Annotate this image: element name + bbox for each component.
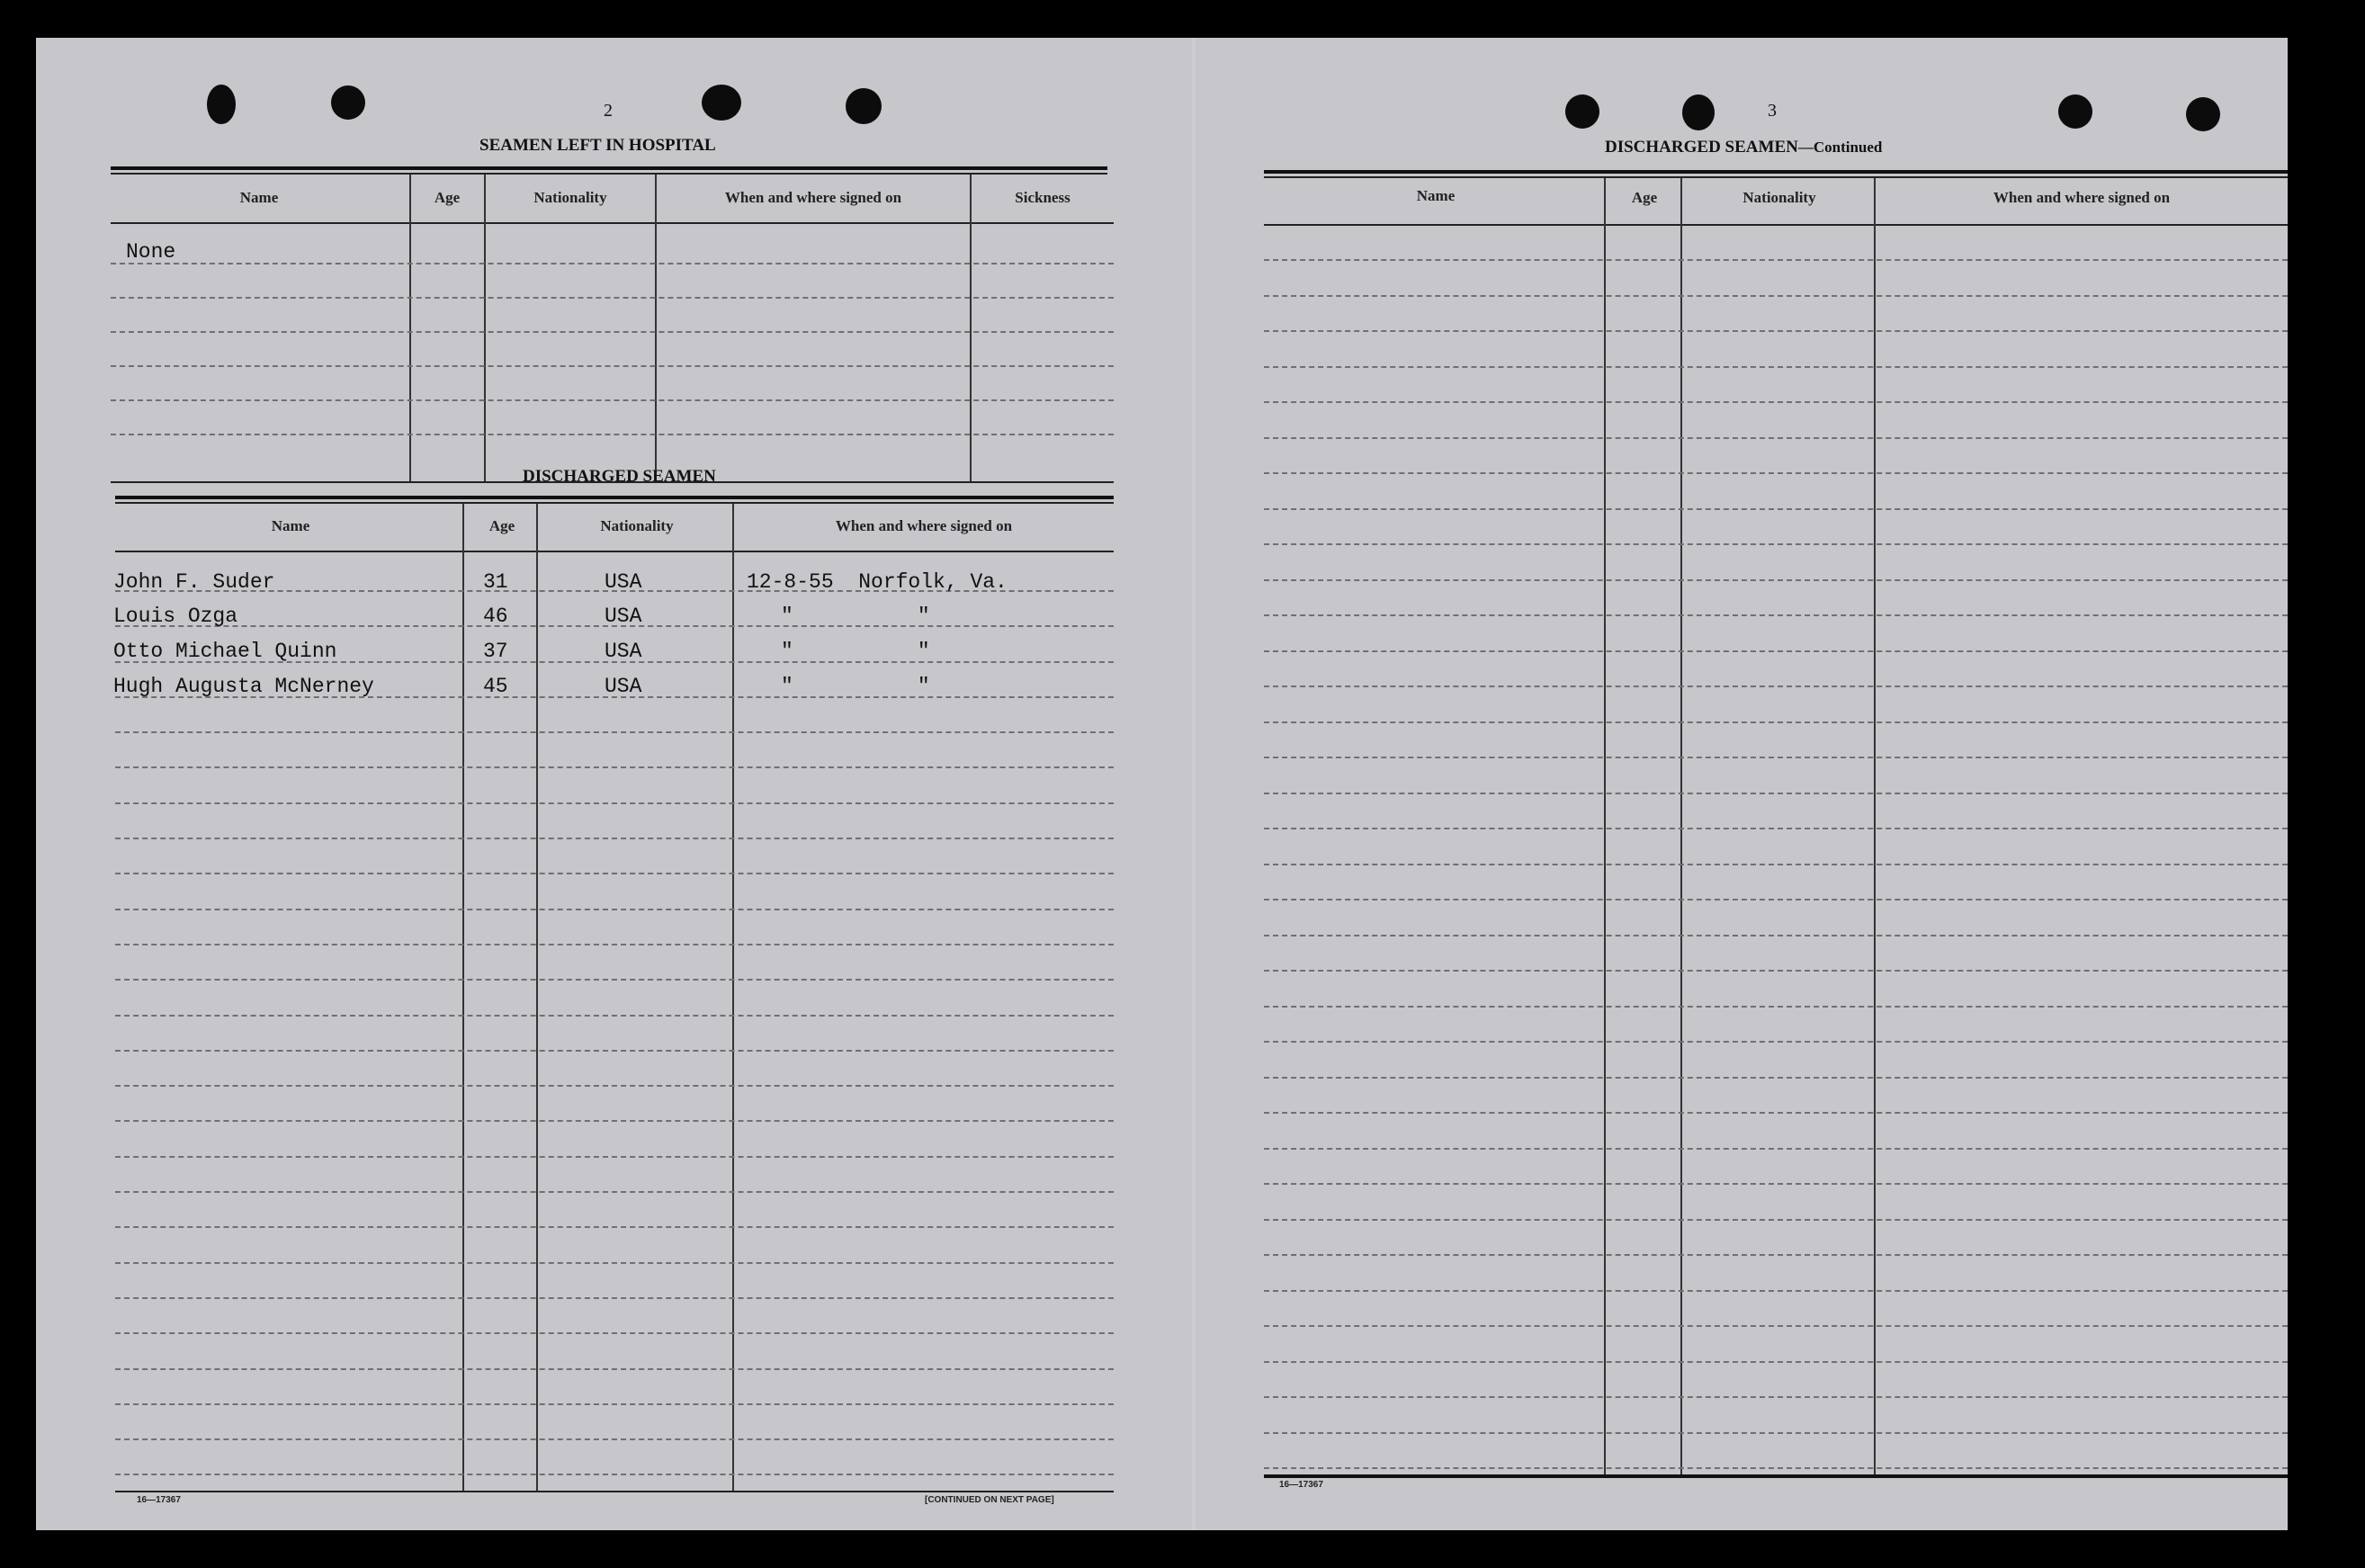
table-row-rule	[1264, 1041, 2288, 1043]
hospital-section-title: SEAMEN LEFT IN HOSPITAL	[479, 136, 716, 155]
hospital-col-signed-on: When and where signed on	[724, 189, 902, 206]
hospital-row-rule	[111, 434, 1114, 435]
table-row-rule	[115, 1191, 1114, 1193]
hospital-col-age: Age	[434, 189, 461, 206]
table-row-rule	[1264, 1361, 2288, 1363]
discharged-continued-title-suffix: —Continued	[1797, 139, 1883, 156]
punch-hole	[846, 88, 882, 124]
discharged-col-signed-on: When and where signed on	[835, 517, 1013, 534]
table-row-rule	[1264, 650, 2288, 652]
hospital-row-rule	[111, 331, 1114, 333]
table-row-rule	[115, 802, 1114, 804]
table-row-rule	[1264, 579, 2288, 581]
punch-hole	[331, 85, 365, 120]
seaman-name: Hugh Augusta McNerney	[113, 675, 374, 698]
table-row-rule	[1264, 899, 2288, 900]
discharged-continued-title	[1605, 138, 1882, 157]
table-row-rule	[115, 1438, 1114, 1440]
hospital-col-divider	[970, 175, 972, 482]
seaman-age: 46	[483, 605, 508, 628]
continued-table-top-rule	[1264, 170, 2288, 174]
hospital-entry-name: None	[126, 240, 176, 264]
table-row-rule	[1264, 1219, 2288, 1221]
hospital-col-divider	[484, 175, 486, 482]
continued-table-bottom-rule	[1264, 1474, 2288, 1478]
continued-col-divider	[1680, 178, 1682, 1475]
table-row-rule	[1264, 259, 2288, 261]
seaman-nationality: USA	[605, 675, 642, 698]
seaman-signed-on: 12-8-55 Norfolk, Va.	[747, 570, 1008, 594]
hospital-row-rule	[111, 399, 1114, 401]
hospital-col-nationality: Nationality	[533, 189, 607, 206]
table-row-rule	[115, 838, 1114, 839]
punch-hole	[1682, 94, 1715, 130]
table-row-rule	[115, 1226, 1114, 1228]
table-row-rule	[1264, 1006, 2288, 1008]
table-row-rule	[115, 873, 1114, 874]
discharged-col-age: Age	[488, 517, 515, 534]
table-row-rule	[1264, 1467, 2288, 1469]
table-row-rule	[115, 1262, 1114, 1264]
discharged-col-divider	[536, 504, 538, 1492]
hospital-col-divider	[409, 175, 411, 482]
table-row-rule	[115, 731, 1114, 733]
continued-col-divider	[1874, 178, 1876, 1475]
table-row-rule	[115, 1368, 1114, 1370]
table-row-rule	[1264, 1112, 2288, 1114]
seaman-signed-on: " "	[781, 675, 930, 698]
discharged-table-bottom-rule	[115, 1491, 1114, 1492]
continued-col-nationality: Nationality	[1742, 189, 1816, 206]
discharged-col-divider	[462, 504, 464, 1492]
discharged-col-name: Name	[271, 517, 310, 534]
continued-table-top-rule	[1264, 176, 2288, 178]
table-row-rule	[1264, 330, 2288, 332]
table-row-rule	[115, 909, 1114, 910]
continued-col-signed-on: When and where signed on	[1993, 189, 2171, 206]
table-row-rule	[115, 1120, 1114, 1122]
seaman-name: Louis Ozga	[113, 605, 238, 628]
table-row-rule	[1264, 1325, 2288, 1327]
table-row-rule	[1264, 295, 2288, 297]
discharged-header-rule	[115, 551, 1114, 552]
punch-hole	[2186, 97, 2220, 131]
seaman-age: 37	[483, 640, 508, 663]
form-number-left: 16—17367	[137, 1495, 181, 1505]
hospital-row-rule	[111, 263, 1114, 264]
form-number-right: 16—17367	[1279, 1480, 1323, 1490]
seaman-signed-on: " "	[781, 640, 930, 663]
continued-col-age: Age	[1631, 189, 1658, 206]
seaman-age: 45	[483, 675, 508, 698]
discharged-col-divider	[732, 504, 734, 1492]
table-row-rule	[115, 979, 1114, 981]
seaman-signed-on: " "	[781, 605, 930, 628]
hospital-table-top-rule	[111, 173, 1107, 175]
table-row-rule	[1264, 1148, 2288, 1150]
hospital-header-rule	[111, 222, 1114, 224]
discharged-section-title: DISCHARGED SEAMEN	[523, 467, 716, 486]
table-row-rule	[1264, 543, 2288, 545]
table-row-rule	[115, 1085, 1114, 1087]
table-row-rule	[1264, 614, 2288, 616]
table-row-rule	[1264, 793, 2288, 794]
punch-hole	[207, 85, 236, 124]
hospital-col-divider	[655, 175, 657, 482]
seaman-nationality: USA	[605, 570, 642, 594]
table-row-rule	[1264, 828, 2288, 829]
continued-note: [CONTINUED ON NEXT PAGE]	[925, 1495, 1054, 1505]
hospital-row-rule	[111, 297, 1114, 299]
table-row-rule	[1264, 401, 2288, 403]
table-row-rule	[1264, 757, 2288, 758]
table-row-rule	[115, 1332, 1114, 1334]
table-row-rule	[1264, 1432, 2288, 1434]
seaman-nationality: USA	[605, 640, 642, 663]
discharged-table-top-rule	[115, 502, 1114, 504]
table-row-rule	[115, 1156, 1114, 1158]
continued-col-divider	[1604, 178, 1606, 1475]
seaman-age: 31	[483, 570, 508, 594]
table-row-rule	[115, 944, 1114, 945]
punch-hole	[2058, 94, 2092, 129]
table-row-rule	[1264, 1077, 2288, 1079]
seaman-name: Otto Michael Quinn	[113, 640, 337, 663]
hospital-col-sickness: Sickness	[1015, 189, 1071, 206]
table-row-rule	[1264, 1290, 2288, 1292]
table-row-rule	[1264, 508, 2288, 510]
hospital-row-rule	[111, 365, 1114, 367]
table-row-rule	[1264, 864, 2288, 865]
page-number-right: 3	[1768, 101, 1777, 121]
discharged-col-nationality: Nationality	[600, 517, 674, 534]
seaman-name: John F. Suder	[113, 570, 275, 594]
table-row-rule	[115, 766, 1114, 768]
table-row-rule	[115, 1403, 1114, 1405]
table-row-rule	[115, 1050, 1114, 1052]
seaman-nationality: USA	[605, 605, 642, 628]
discharged-continued-title-main: DISCHARGED SEAMEN	[1605, 138, 1798, 157]
table-row-rule	[1264, 437, 2288, 439]
hospital-col-name: Name	[239, 189, 279, 206]
table-row-rule	[1264, 1396, 2288, 1398]
hospital-table-top-rule	[111, 166, 1107, 170]
page-number-left: 2	[604, 101, 613, 121]
punch-hole	[1565, 94, 1599, 129]
table-row-rule	[1264, 1254, 2288, 1256]
table-row-rule	[1264, 1183, 2288, 1185]
center-fold	[1192, 38, 1196, 1530]
scanned-sheet	[36, 38, 2288, 1530]
table-row-rule	[115, 1015, 1114, 1017]
table-row-rule	[1264, 935, 2288, 936]
discharged-table-top-rule	[115, 496, 1114, 499]
table-row-rule	[1264, 366, 2288, 368]
table-row-rule	[1264, 685, 2288, 687]
table-row-rule	[1264, 721, 2288, 723]
punch-hole	[702, 85, 741, 121]
table-row-rule	[1264, 472, 2288, 474]
continued-header-rule	[1264, 224, 2288, 226]
continued-col-name: Name	[1416, 187, 1456, 204]
table-row-rule	[115, 1474, 1114, 1475]
table-row-rule	[1264, 970, 2288, 972]
table-row-rule	[115, 1297, 1114, 1299]
